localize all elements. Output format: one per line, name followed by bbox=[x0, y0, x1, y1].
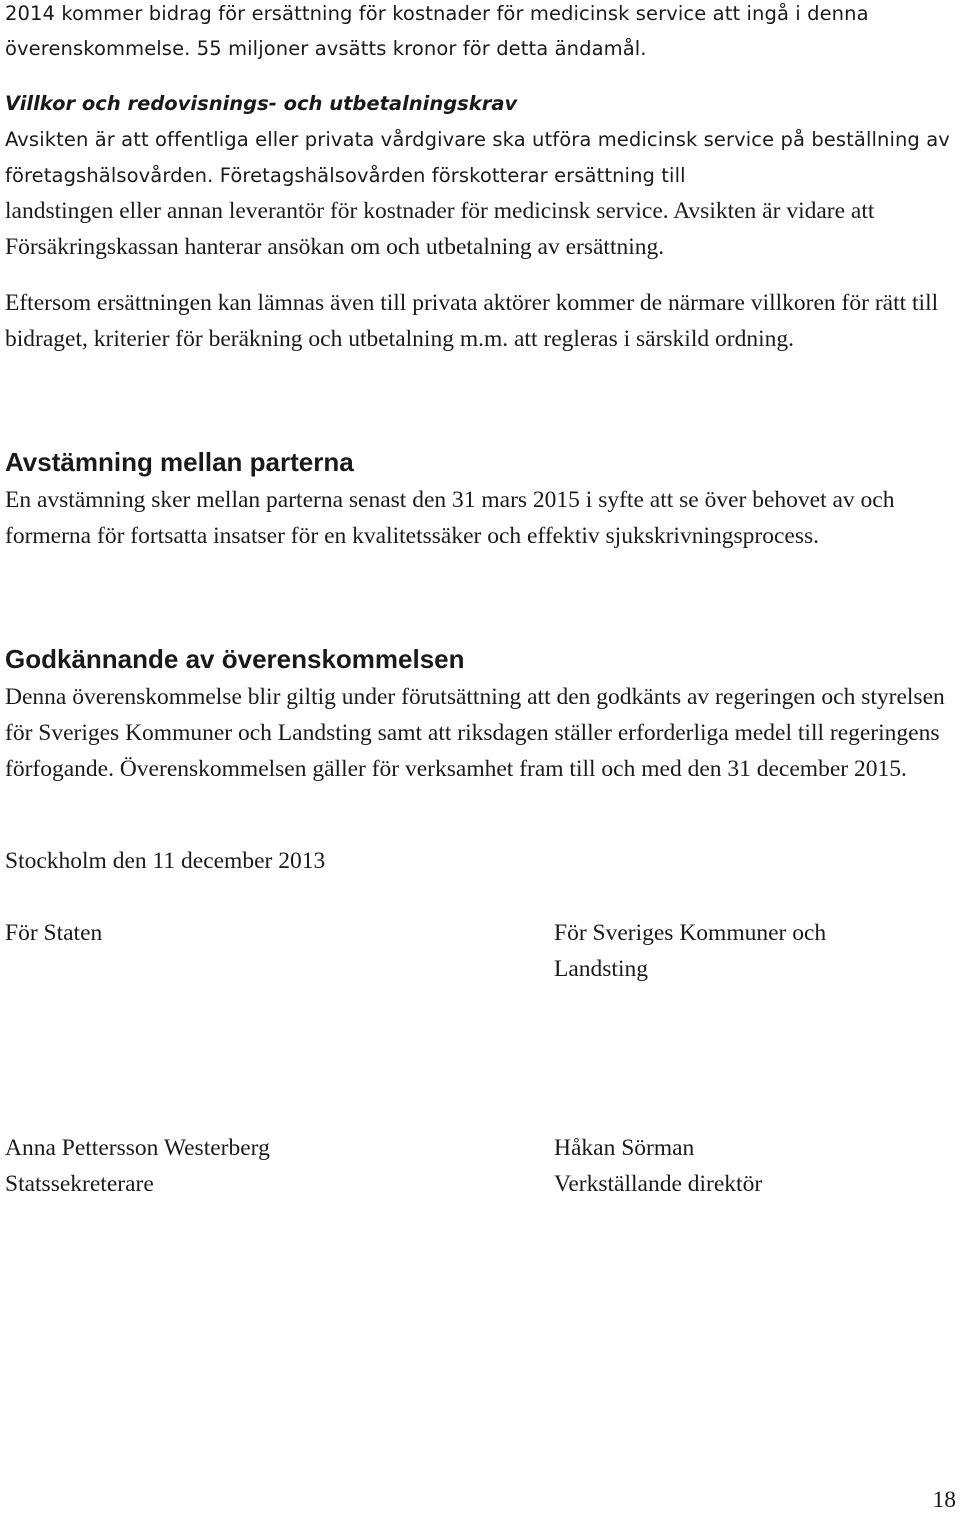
godkannande-heading: Godkännande av överenskommelsen bbox=[5, 644, 465, 674]
villkor-subheading: Villkor och redovisnings- och utbetalningskrav bbox=[5, 92, 518, 115]
villkor-sans-text: Avsikten är att offentliga eller privata vårdgivare ska utföra medicinsk service på beställning av företagshälsovården. Företagshälsovården förskotterar ersättning till bbox=[5, 128, 950, 187]
signature-left-title: Statssekreterare bbox=[5, 1171, 154, 1197]
signature-right-party bbox=[554, 915, 826, 987]
page-number: 18 bbox=[932, 1487, 956, 1513]
signature-right-party-line1: För Sveriges Kommuner och bbox=[554, 920, 827, 946]
villkor-section bbox=[5, 86, 950, 265]
avstamning-heading: Avstämning mellan parterna bbox=[5, 447, 354, 477]
avstamning-paragraph: En avstämning sker mellan parterna senast den 31 mars 2015 i syfte att se över behovet av och formerna för fortsatta insatser för en kvalitetssäker och effektiv sjukskrivningsprocess. bbox=[5, 487, 895, 549]
eftersom-paragraph: Eftersom ersättningen kan lämnas även till privata aktörer kommer de närmare villkoren för rätt till bidraget, kriterier för beräkning och utbetalning m.m. att regleras i särskild ordning. bbox=[5, 290, 939, 352]
signature-right-party-line2: Landsting bbox=[554, 956, 648, 982]
signature-left-party-label: För Staten bbox=[5, 920, 103, 946]
villkor-serif-text: landstingen eller annan leverantör för kostnader för medicinsk service. Avsikten är vidare att Försäkringskassan hanterar ansökan om och utbetalning av ersättning. bbox=[5, 198, 875, 260]
godkannande-paragraph: Denna överenskommelse blir giltig under förutsättning att den godkänts av regeringen och styrelsen för Sveriges Kommuner och Landsting samt att riksdagen ställer erforderliga medel till regeringens förfogande. Överenskommelsen gäller för verksamhet fram till och med den 31 december 2015. bbox=[5, 684, 945, 782]
place-date: Stockholm den 11 december 2013 bbox=[5, 848, 326, 874]
signature-left-name: Anna Pettersson Westerberg bbox=[5, 1135, 270, 1161]
intro-carryover-paragraph: 2014 kommer bidrag för ersättning för kostnader för medicinsk service att ingå i denna överenskommelse. 55 miljoner avsätts kronor för detta ändamål. bbox=[5, 2, 869, 60]
signature-left-signatory bbox=[5, 1130, 270, 1202]
signature-right-title: Verkställande direktör bbox=[554, 1171, 763, 1197]
signature-right-signatory bbox=[554, 1130, 762, 1202]
signature-left-party bbox=[5, 915, 102, 951]
signature-right-name: Håkan Sörman bbox=[554, 1135, 695, 1161]
